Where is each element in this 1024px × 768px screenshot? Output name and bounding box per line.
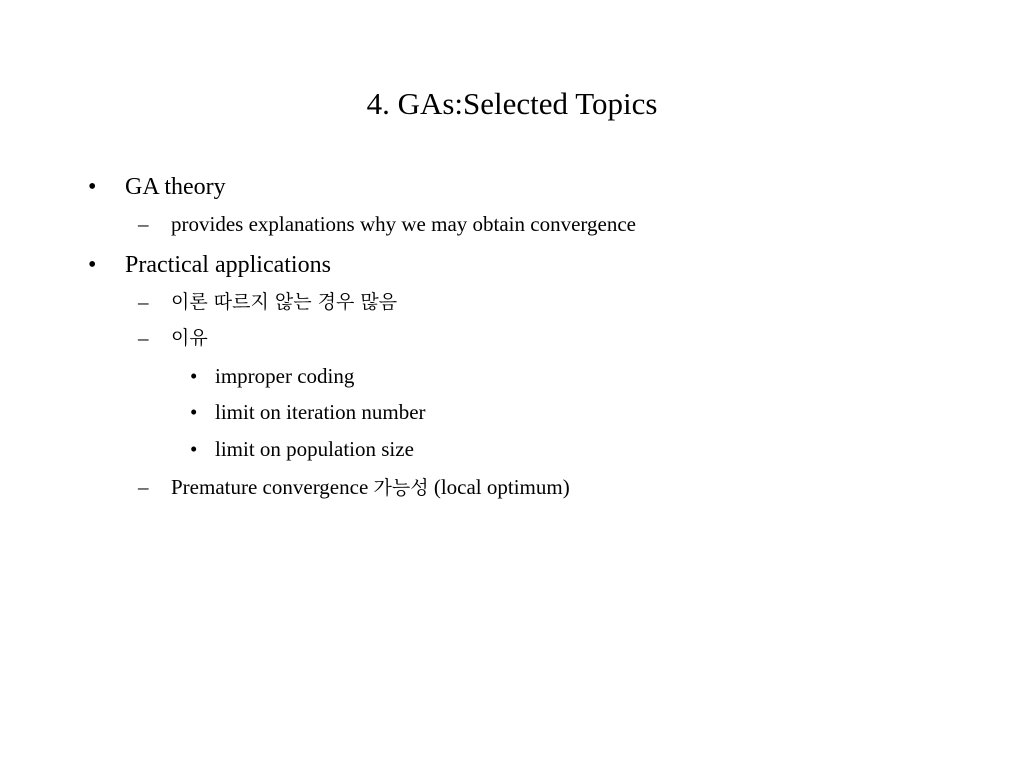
- bullet-marker: •: [190, 400, 198, 424]
- sub-sub-item-text: improper coding: [215, 364, 355, 388]
- bullet-marker: •: [190, 437, 198, 461]
- sub-item-text: [171, 474, 570, 501]
- bullet-marker: •: [88, 174, 97, 200]
- sub-sub-item-text: limit on iteration number: [215, 400, 426, 424]
- dash-marker: –: [138, 475, 149, 499]
- bullet-marker: •: [88, 252, 97, 278]
- premature-suffix: (local optimum): [428, 475, 570, 499]
- dash-marker: –: [138, 290, 149, 314]
- sub-sub-item-text: limit on population size: [215, 437, 414, 461]
- premature-korean: 가능성: [373, 477, 429, 499]
- premature-prefix: Premature convergence: [171, 475, 374, 499]
- sub-item-text: provides explanations why we may obtain convergence: [171, 212, 636, 236]
- bullet-text: GA theory: [125, 174, 226, 200]
- bullet-marker: •: [190, 364, 198, 388]
- slide-title: 4. GAs:Selected Topics: [366, 86, 658, 121]
- sub-item-text: 이론 따르지 않는 경우 많음: [171, 291, 398, 313]
- dash-marker: –: [138, 326, 149, 350]
- bullet-text: Practical applications: [125, 252, 331, 278]
- dash-marker: –: [138, 212, 149, 236]
- sub-item-text: 이유: [171, 327, 208, 349]
